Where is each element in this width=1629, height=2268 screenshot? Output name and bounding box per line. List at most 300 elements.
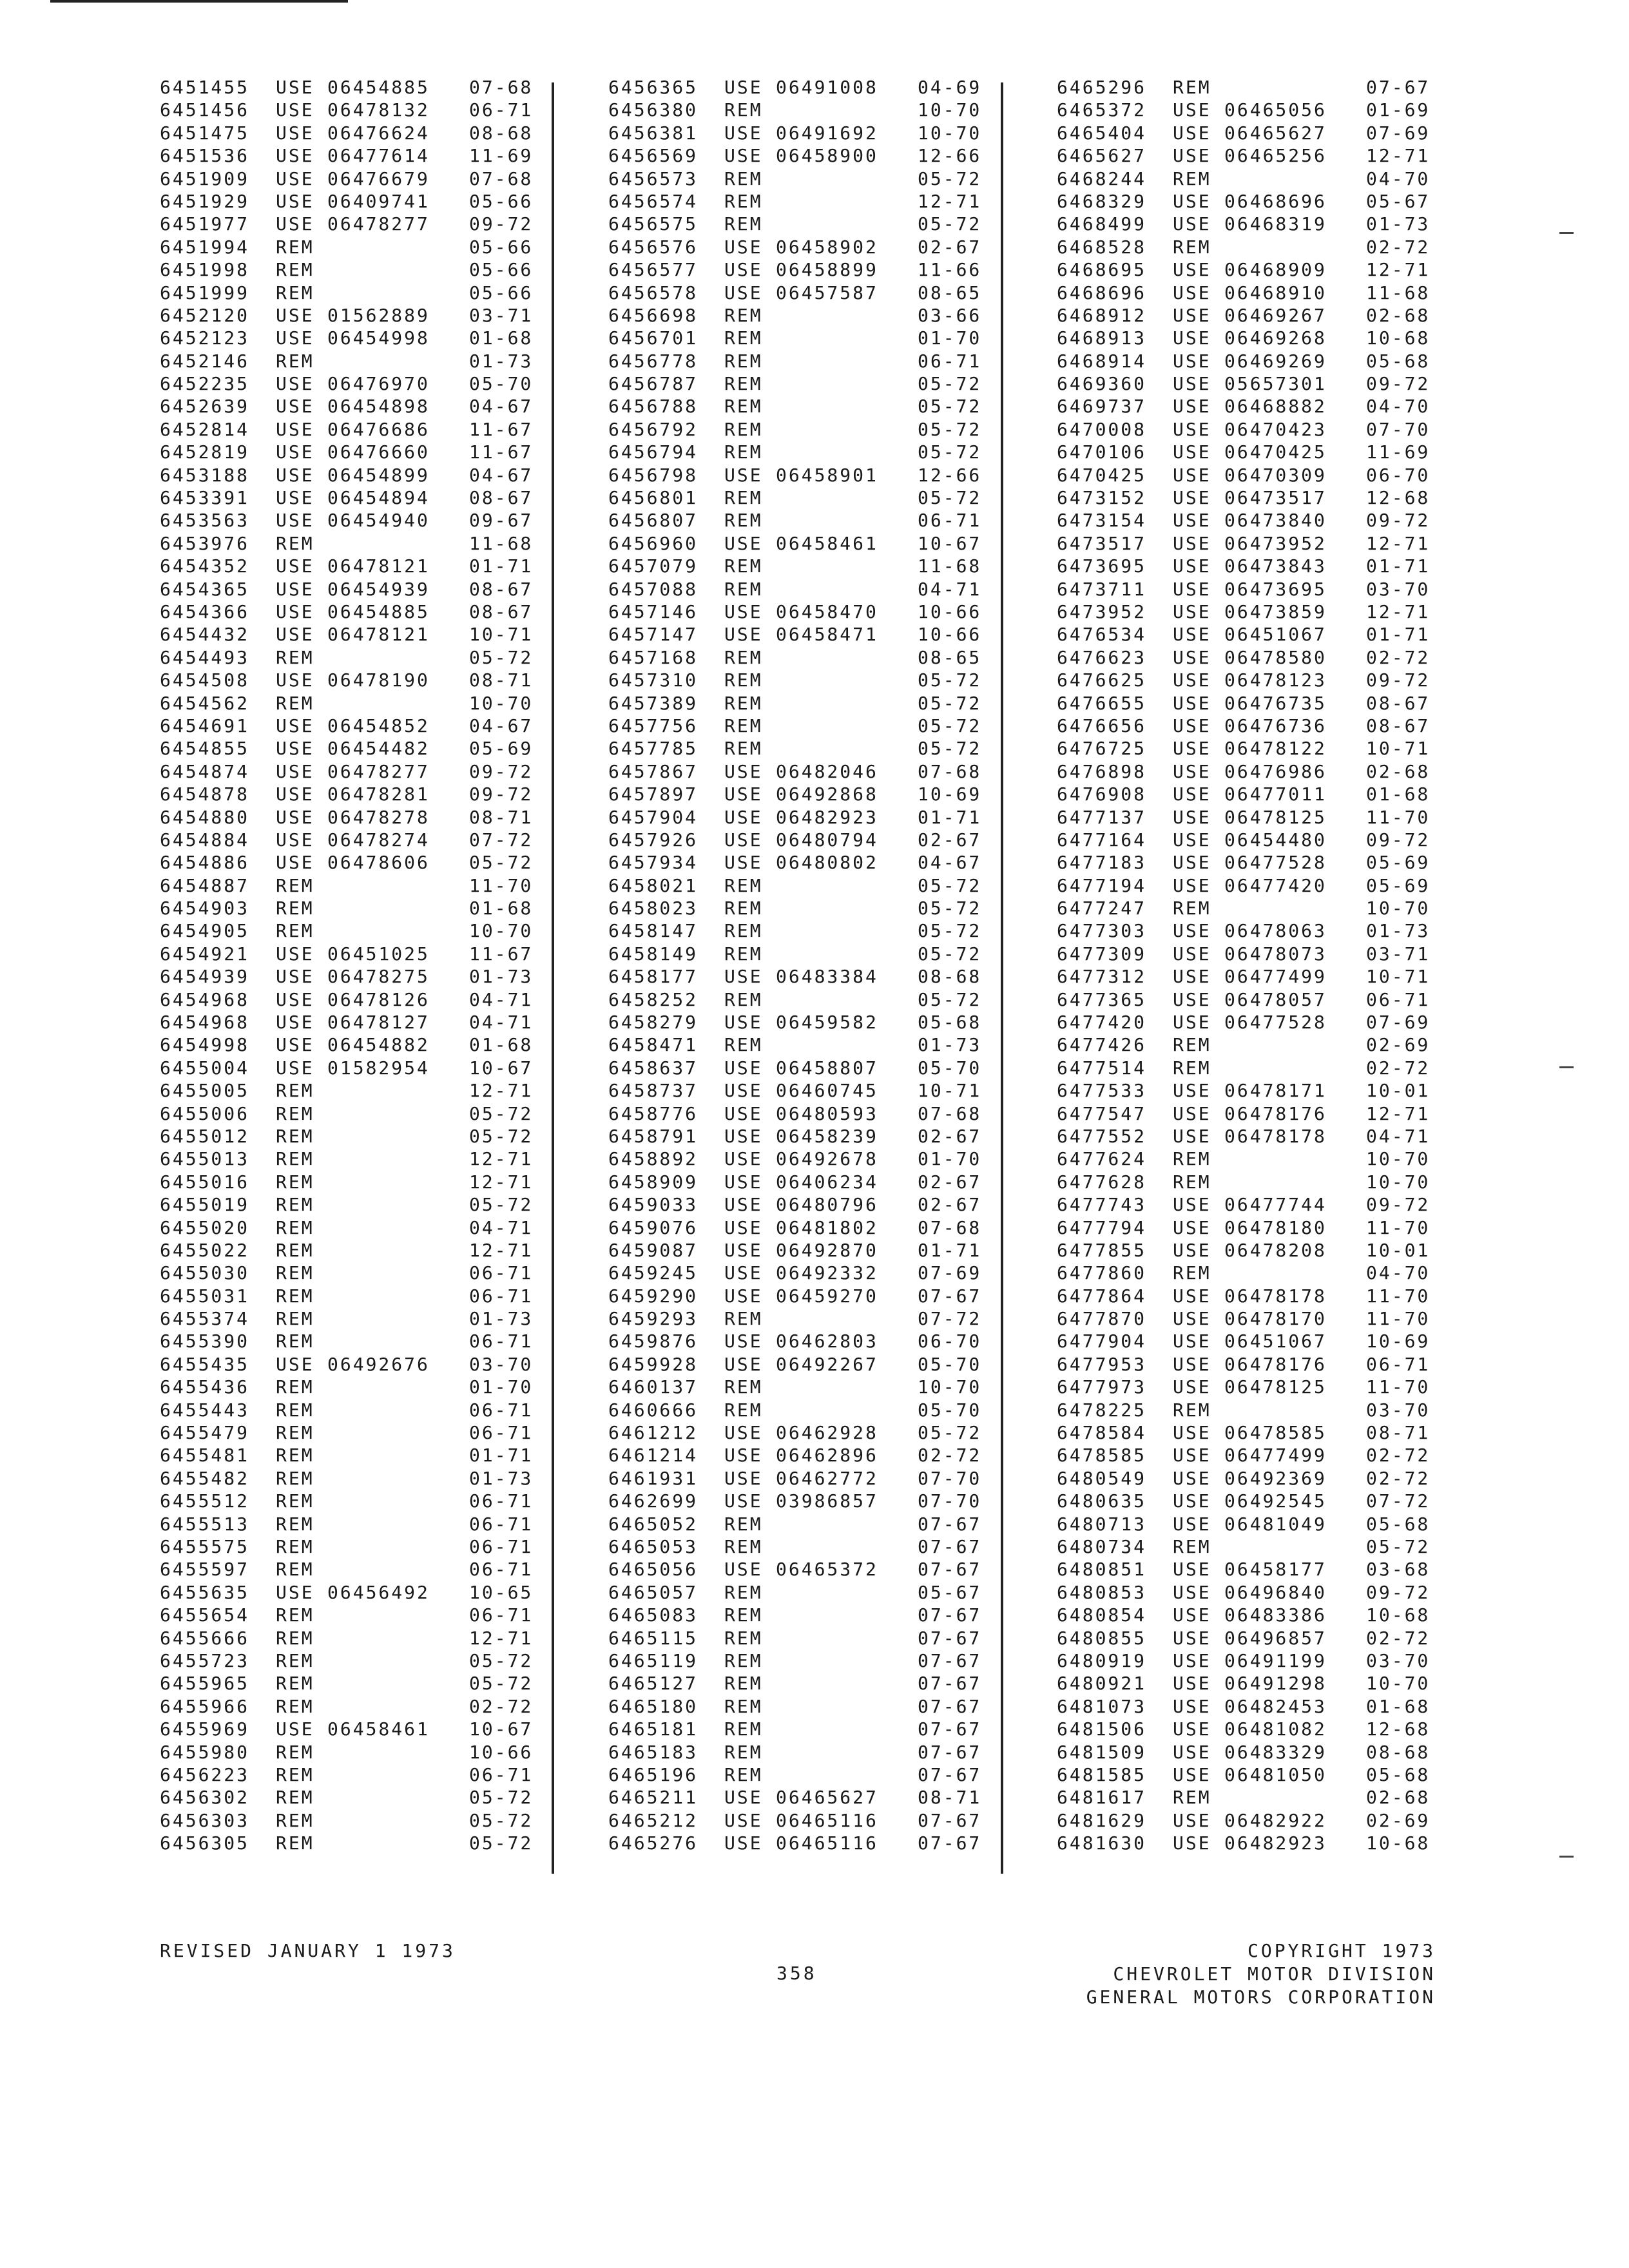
part-row bbox=[1057, 1809, 1437, 1832]
action-code: USE bbox=[1173, 190, 1211, 212]
part-row bbox=[608, 372, 988, 395]
action-code: REM bbox=[276, 1559, 314, 1581]
action-code: USE bbox=[276, 783, 314, 805]
part-number: 6454691 bbox=[160, 715, 250, 736]
change-date: 05-72 bbox=[918, 988, 982, 1010]
change-date: 05-66 bbox=[469, 190, 534, 212]
change-date: 12-71 bbox=[1366, 259, 1431, 281]
part-number: 6455016 bbox=[160, 1171, 250, 1193]
action-code: USE bbox=[1173, 1467, 1211, 1489]
part-number: 6456578 bbox=[608, 282, 699, 303]
part-row bbox=[1057, 1535, 1437, 1558]
part-number: 6455980 bbox=[160, 1741, 250, 1763]
part-row bbox=[160, 1148, 540, 1170]
part-number: 6458252 bbox=[608, 988, 699, 1010]
part-row bbox=[1057, 806, 1437, 829]
change-date: 08-71 bbox=[1366, 1422, 1431, 1444]
part-number: 6477628 bbox=[1057, 1171, 1147, 1193]
change-date: 07-67 bbox=[918, 1285, 982, 1307]
action-code: USE bbox=[1173, 145, 1211, 167]
change-date: 01-71 bbox=[1366, 555, 1431, 577]
change-date: 02-67 bbox=[918, 236, 982, 258]
change-date: 06-71 bbox=[469, 1399, 534, 1421]
action-code: REM bbox=[276, 1331, 314, 1352]
change-date: 07-67 bbox=[918, 1513, 982, 1535]
part-row bbox=[160, 304, 540, 327]
replacement-part: 06477011 bbox=[1224, 783, 1327, 805]
part-number: 6465053 bbox=[608, 1536, 699, 1557]
part-number: 6458471 bbox=[608, 1034, 699, 1056]
part-row bbox=[160, 1330, 540, 1352]
part-row bbox=[160, 1353, 540, 1376]
part-row bbox=[608, 441, 988, 463]
part-number: 6461212 bbox=[608, 1422, 699, 1444]
part-number: 6453188 bbox=[160, 464, 250, 486]
change-date: 02-72 bbox=[1366, 1627, 1431, 1649]
change-date: 11-70 bbox=[1366, 1216, 1431, 1238]
replacement-part: 06481050 bbox=[1224, 1763, 1327, 1785]
replacement-part: 06478208 bbox=[1224, 1239, 1327, 1261]
part-number: 6453563 bbox=[160, 510, 250, 532]
action-code: USE bbox=[1173, 738, 1211, 760]
action-code: REM bbox=[724, 487, 763, 509]
change-date: 05-72 bbox=[918, 715, 982, 736]
part-number: 6455597 bbox=[160, 1559, 250, 1581]
part-row bbox=[1057, 304, 1437, 327]
change-date: 06-71 bbox=[469, 1331, 534, 1352]
part-row bbox=[160, 282, 540, 304]
part-row bbox=[1057, 1649, 1437, 1672]
replacement-part: 06454940 bbox=[327, 510, 430, 532]
part-row bbox=[1057, 464, 1437, 486]
part-number: 6476534 bbox=[1057, 624, 1147, 646]
replacement-part: 06477528 bbox=[1224, 1012, 1327, 1033]
change-date: 05-72 bbox=[918, 168, 982, 189]
part-number: 6460666 bbox=[608, 1399, 699, 1421]
replacement-part: 06482046 bbox=[776, 760, 878, 782]
part-number: 6477855 bbox=[1057, 1239, 1147, 1261]
change-date: 06-71 bbox=[469, 1559, 534, 1581]
action-code: USE bbox=[1173, 1627, 1211, 1649]
part-row bbox=[608, 555, 988, 577]
action-code: REM bbox=[1173, 1034, 1211, 1056]
part-row bbox=[1057, 965, 1437, 988]
action-code: USE bbox=[276, 624, 314, 646]
change-date: 08-71 bbox=[469, 806, 534, 828]
replacement-part: 06465627 bbox=[1224, 122, 1327, 144]
action-code: REM bbox=[724, 1604, 763, 1626]
replacement-part: 06469267 bbox=[1224, 304, 1327, 326]
part-number: 6477624 bbox=[1057, 1148, 1147, 1170]
replacement-part: 06491298 bbox=[1224, 1673, 1327, 1695]
action-code: USE bbox=[1173, 1102, 1211, 1124]
action-code: USE bbox=[276, 373, 314, 395]
action-code: USE bbox=[1173, 1559, 1211, 1581]
action-code: USE bbox=[276, 806, 314, 828]
part-number: 6456574 bbox=[608, 190, 699, 212]
replacement-part: 06478606 bbox=[327, 852, 430, 874]
part-number: 6477860 bbox=[1057, 1262, 1147, 1284]
part-number: 6454855 bbox=[160, 738, 250, 760]
change-date: 09-67 bbox=[469, 510, 534, 532]
part-row bbox=[160, 1239, 540, 1262]
action-code: REM bbox=[724, 555, 763, 577]
action-code: USE bbox=[1173, 1331, 1211, 1352]
action-code: USE bbox=[1173, 1695, 1211, 1717]
change-date: 05-72 bbox=[918, 487, 982, 509]
part-row bbox=[608, 829, 988, 851]
part-row bbox=[1057, 122, 1437, 144]
part-row bbox=[608, 578, 988, 601]
change-date: 06-71 bbox=[469, 1422, 534, 1444]
part-row bbox=[1057, 486, 1437, 509]
part-row bbox=[608, 760, 988, 783]
part-row bbox=[160, 1809, 540, 1832]
part-row bbox=[160, 1718, 540, 1740]
part-row bbox=[1057, 1467, 1437, 1490]
part-row bbox=[608, 623, 988, 646]
action-code: USE bbox=[1173, 259, 1211, 281]
part-number: 6452639 bbox=[160, 396, 250, 418]
change-date: 10-70 bbox=[918, 122, 982, 144]
replacement-part: 06465256 bbox=[1224, 145, 1327, 167]
replacement-part: 06476986 bbox=[1224, 760, 1327, 782]
change-date: 05-66 bbox=[469, 236, 534, 258]
replacement-part: 06480794 bbox=[776, 829, 878, 850]
action-code: REM bbox=[276, 532, 314, 554]
part-number: 6465196 bbox=[608, 1763, 699, 1785]
change-date: 01-73 bbox=[469, 1308, 534, 1330]
action-code: REM bbox=[276, 898, 314, 919]
part-number: 6459928 bbox=[608, 1353, 699, 1375]
action-code: USE bbox=[724, 1080, 763, 1102]
part-row bbox=[608, 1581, 988, 1604]
part-number: 6480853 bbox=[1057, 1581, 1147, 1603]
part-number: 6455635 bbox=[160, 1581, 250, 1603]
change-date: 05-72 bbox=[469, 1125, 534, 1147]
replacement-part: 06483384 bbox=[776, 966, 878, 988]
action-code: REM bbox=[276, 1102, 314, 1124]
action-code: REM bbox=[724, 1763, 763, 1785]
part-row bbox=[1057, 988, 1437, 1011]
top-edge-rule bbox=[50, 0, 348, 3]
part-row bbox=[608, 1490, 988, 1512]
part-row bbox=[160, 418, 540, 441]
change-date: 02-68 bbox=[1366, 760, 1431, 782]
change-date: 11-69 bbox=[1366, 441, 1431, 463]
part-row bbox=[608, 418, 988, 441]
action-code: USE bbox=[1173, 1763, 1211, 1785]
action-code: REM bbox=[724, 1673, 763, 1695]
part-number: 6465057 bbox=[608, 1581, 699, 1603]
part-number: 6477743 bbox=[1057, 1194, 1147, 1216]
action-code: USE bbox=[1173, 1216, 1211, 1238]
action-code: REM bbox=[1173, 898, 1211, 919]
action-code: USE bbox=[1173, 418, 1211, 440]
change-date: 05-67 bbox=[918, 1581, 982, 1603]
change-date: 02-68 bbox=[1366, 1787, 1431, 1809]
action-code: USE bbox=[1173, 396, 1211, 418]
part-row bbox=[608, 486, 988, 509]
part-number: 6477183 bbox=[1057, 852, 1147, 874]
action-code: REM bbox=[724, 350, 763, 372]
part-number: 6454903 bbox=[160, 898, 250, 919]
part-row bbox=[608, 783, 988, 805]
part-number: 6455575 bbox=[160, 1536, 250, 1557]
part-number: 6454432 bbox=[160, 624, 250, 646]
part-number: 6456575 bbox=[608, 213, 699, 235]
part-row bbox=[608, 646, 988, 669]
part-row bbox=[608, 1513, 988, 1535]
part-number: 6459293 bbox=[608, 1308, 699, 1330]
part-row bbox=[160, 213, 540, 235]
part-number: 6473152 bbox=[1057, 487, 1147, 509]
part-row bbox=[160, 168, 540, 190]
part-row bbox=[160, 555, 540, 577]
part-row bbox=[608, 1558, 988, 1581]
replacement-part: 06478122 bbox=[1224, 738, 1327, 760]
action-code: USE bbox=[276, 966, 314, 988]
change-date: 04-67 bbox=[918, 852, 982, 874]
replacement-part: 06478073 bbox=[1224, 943, 1327, 965]
change-date: 02-67 bbox=[918, 829, 982, 850]
action-code: USE bbox=[1173, 373, 1211, 395]
change-date: 07-67 bbox=[918, 1763, 982, 1785]
part-row bbox=[1057, 1513, 1437, 1535]
change-date: 05-68 bbox=[918, 1012, 982, 1033]
part-number: 6455969 bbox=[160, 1718, 250, 1740]
part-row bbox=[160, 1695, 540, 1718]
action-code: USE bbox=[276, 715, 314, 736]
change-date: 11-68 bbox=[1366, 282, 1431, 303]
replacement-part: 06477528 bbox=[1224, 852, 1327, 874]
part-row bbox=[608, 1535, 988, 1558]
change-date: 02-72 bbox=[918, 1445, 982, 1466]
replacement-part: 06470423 bbox=[1224, 418, 1327, 440]
part-number: 6455666 bbox=[160, 1627, 250, 1649]
change-date: 05-72 bbox=[918, 213, 982, 235]
action-code: USE bbox=[1173, 555, 1211, 577]
part-row bbox=[1057, 897, 1437, 919]
action-code: USE bbox=[724, 1057, 763, 1079]
part-row bbox=[1057, 99, 1437, 121]
change-date: 06-71 bbox=[469, 1763, 534, 1785]
action-code: REM bbox=[724, 1718, 763, 1740]
part-number: 6451475 bbox=[160, 122, 250, 144]
part-number: 6455654 bbox=[160, 1604, 250, 1626]
part-number: 6465276 bbox=[608, 1832, 699, 1854]
replacement-part: 06491692 bbox=[776, 122, 878, 144]
action-code: REM bbox=[1173, 168, 1211, 189]
change-date: 02-72 bbox=[1366, 1467, 1431, 1489]
change-date: 09-72 bbox=[1366, 1581, 1431, 1603]
part-row bbox=[160, 1627, 540, 1649]
part-row bbox=[160, 1535, 540, 1558]
action-code: REM bbox=[724, 168, 763, 189]
part-number: 6476655 bbox=[1057, 692, 1147, 714]
part-number: 6473154 bbox=[1057, 510, 1147, 532]
replacement-part: 06482923 bbox=[776, 806, 878, 828]
part-number: 6480854 bbox=[1057, 1604, 1147, 1626]
action-code: REM bbox=[276, 1832, 314, 1854]
part-number: 6465181 bbox=[608, 1718, 699, 1740]
part-row bbox=[608, 1809, 988, 1832]
part-number: 6457310 bbox=[608, 669, 699, 691]
change-date: 10-71 bbox=[1366, 966, 1431, 988]
part-row bbox=[1057, 623, 1437, 646]
action-code: REM bbox=[276, 1216, 314, 1238]
action-code: USE bbox=[276, 213, 314, 235]
part-number: 6454366 bbox=[160, 601, 250, 622]
part-number: 6458177 bbox=[608, 966, 699, 988]
action-code: REM bbox=[724, 1399, 763, 1421]
part-row bbox=[160, 1399, 540, 1421]
change-date: 05-72 bbox=[469, 1673, 534, 1695]
action-code: USE bbox=[276, 327, 314, 349]
action-code: USE bbox=[1173, 1445, 1211, 1466]
part-row bbox=[1057, 1239, 1437, 1262]
change-date: 01-71 bbox=[918, 1239, 982, 1261]
part-row bbox=[160, 1125, 540, 1148]
action-code: USE bbox=[276, 464, 314, 486]
part-number: 6473952 bbox=[1057, 601, 1147, 622]
action-code: USE bbox=[1173, 1809, 1211, 1831]
action-code: REM bbox=[724, 510, 763, 532]
part-row bbox=[160, 1216, 540, 1239]
part-row bbox=[608, 1125, 988, 1148]
replacement-part: 06458177 bbox=[1224, 1559, 1327, 1581]
change-date: 10-68 bbox=[1366, 1604, 1431, 1626]
part-row bbox=[608, 236, 988, 258]
change-date: 05-72 bbox=[918, 441, 982, 463]
replacement-part: 06478277 bbox=[327, 760, 430, 782]
action-code: USE bbox=[1173, 669, 1211, 691]
part-row bbox=[160, 486, 540, 509]
replacement-part: 06468696 bbox=[1224, 190, 1327, 212]
replacement-part: 06476679 bbox=[327, 168, 430, 189]
action-code: USE bbox=[1173, 692, 1211, 714]
replacement-part: 06492267 bbox=[776, 1353, 878, 1375]
part-row bbox=[160, 76, 540, 99]
change-date: 06-70 bbox=[1366, 464, 1431, 486]
action-code: USE bbox=[276, 396, 314, 418]
part-number: 6456787 bbox=[608, 373, 699, 395]
change-date: 07-68 bbox=[918, 760, 982, 782]
part-number: 6456365 bbox=[608, 77, 699, 98]
replacement-part: 06482922 bbox=[1224, 1809, 1327, 1831]
change-date: 10-70 bbox=[918, 1376, 982, 1398]
change-date: 10-70 bbox=[1366, 1171, 1431, 1193]
change-date: 05-72 bbox=[469, 1787, 534, 1809]
action-code: USE bbox=[276, 760, 314, 782]
part-row bbox=[160, 1763, 540, 1786]
part-row bbox=[160, 943, 540, 965]
part-number: 6455374 bbox=[160, 1308, 250, 1330]
action-code: REM bbox=[724, 898, 763, 919]
replacement-part: 06478278 bbox=[327, 806, 430, 828]
part-number: 6477904 bbox=[1057, 1331, 1147, 1352]
part-number: 6478584 bbox=[1057, 1422, 1147, 1444]
replacement-part: 06478190 bbox=[327, 669, 430, 691]
part-row bbox=[608, 1171, 988, 1193]
action-code: REM bbox=[724, 988, 763, 1010]
change-date: 12-66 bbox=[918, 464, 982, 486]
part-number: 6468913 bbox=[1057, 327, 1147, 349]
part-row bbox=[608, 669, 988, 691]
action-code: USE bbox=[724, 1012, 763, 1033]
change-date: 10-01 bbox=[1366, 1080, 1431, 1102]
part-number: 6454562 bbox=[160, 692, 250, 714]
replacement-part: 06459582 bbox=[776, 1012, 878, 1033]
part-number: 6477137 bbox=[1057, 806, 1147, 828]
part-row bbox=[608, 304, 988, 327]
part-number: 6461931 bbox=[608, 1467, 699, 1489]
part-row bbox=[608, 1741, 988, 1763]
margin-mark bbox=[1559, 1066, 1574, 1068]
part-row bbox=[608, 282, 988, 304]
part-number: 6454508 bbox=[160, 669, 250, 691]
action-code: REM bbox=[276, 1627, 314, 1649]
action-code: USE bbox=[724, 532, 763, 554]
change-date: 05-72 bbox=[469, 1102, 534, 1124]
replacement-part: 06454885 bbox=[327, 601, 430, 622]
change-date: 10-67 bbox=[469, 1718, 534, 1740]
part-number: 6455006 bbox=[160, 1102, 250, 1124]
replacement-part: 06492332 bbox=[776, 1262, 878, 1284]
change-date: 01-68 bbox=[469, 1034, 534, 1056]
replacement-part: 06478180 bbox=[1224, 1216, 1327, 1238]
part-number: 6477312 bbox=[1057, 966, 1147, 988]
part-row bbox=[608, 1102, 988, 1125]
part-number: 6478225 bbox=[1057, 1399, 1147, 1421]
part-row bbox=[1057, 829, 1437, 851]
action-code: REM bbox=[276, 1490, 314, 1512]
change-date: 04-67 bbox=[469, 715, 534, 736]
replacement-part: 06458899 bbox=[776, 259, 878, 281]
change-date: 01-73 bbox=[469, 966, 534, 988]
replacement-part: 06478274 bbox=[327, 829, 430, 850]
replacement-part: 06462772 bbox=[776, 1467, 878, 1489]
change-date: 04-71 bbox=[469, 988, 534, 1010]
change-date: 08-68 bbox=[1366, 1741, 1431, 1763]
part-row bbox=[160, 372, 540, 395]
change-date: 07-67 bbox=[918, 1536, 982, 1557]
change-date: 07-67 bbox=[918, 1627, 982, 1649]
change-date: 01-73 bbox=[469, 1467, 534, 1489]
action-code: USE bbox=[1173, 806, 1211, 828]
part-row bbox=[1057, 1171, 1437, 1193]
action-code: USE bbox=[724, 624, 763, 646]
action-code: USE bbox=[724, 760, 763, 782]
part-number: 6451994 bbox=[160, 236, 250, 258]
action-code: REM bbox=[276, 1125, 314, 1147]
action-code: REM bbox=[1173, 77, 1211, 98]
part-row bbox=[608, 1695, 988, 1718]
part-row bbox=[1057, 1307, 1437, 1330]
change-date: 01-68 bbox=[1366, 1695, 1431, 1717]
replacement-part: 06483386 bbox=[1224, 1604, 1327, 1626]
change-date: 11-70 bbox=[469, 874, 534, 896]
action-code: USE bbox=[1173, 1513, 1211, 1535]
action-code: USE bbox=[1173, 441, 1211, 463]
action-code: USE bbox=[276, 669, 314, 691]
part-number: 6454886 bbox=[160, 852, 250, 874]
replacement-part: 06465116 bbox=[776, 1832, 878, 1854]
part-row bbox=[160, 988, 540, 1011]
action-code: USE bbox=[276, 168, 314, 189]
part-row bbox=[160, 1513, 540, 1535]
part-number: 6455723 bbox=[160, 1649, 250, 1671]
